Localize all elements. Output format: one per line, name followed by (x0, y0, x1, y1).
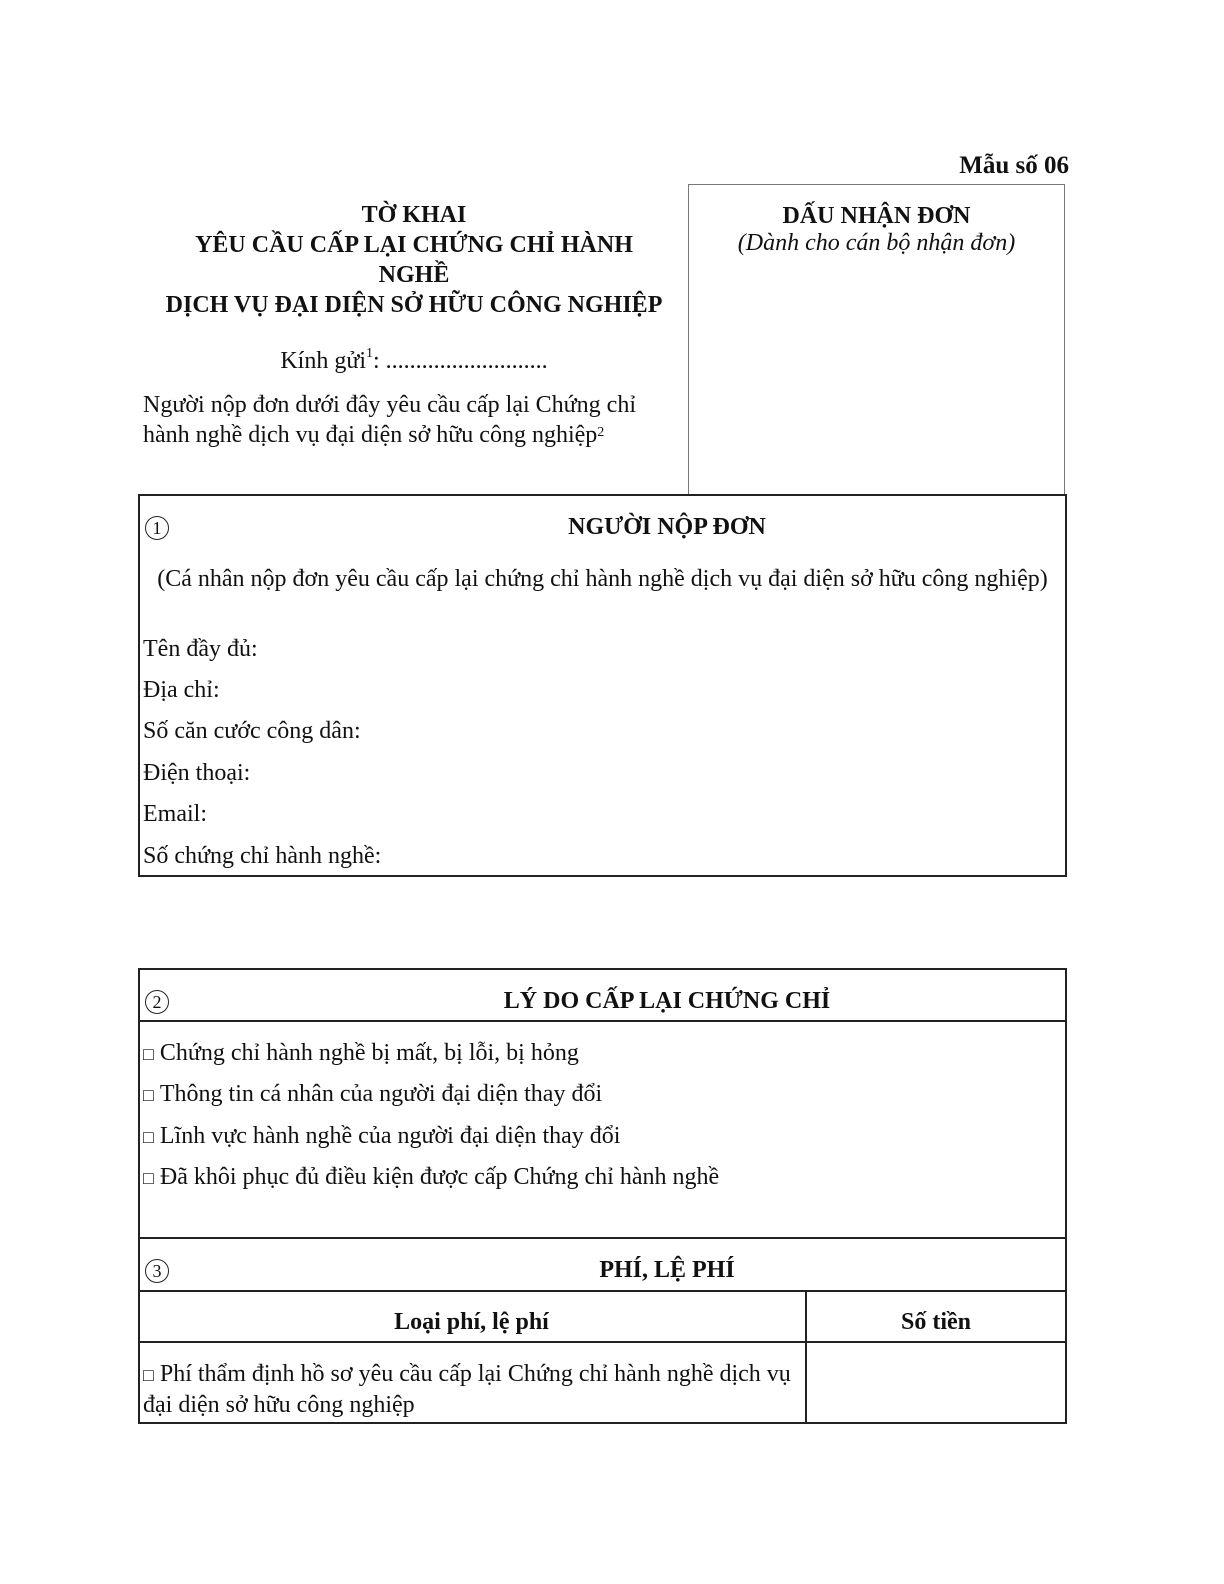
section-applicant (138, 494, 1067, 877)
field-full-name[interactable]: Tên đầy đủ: (143, 636, 258, 662)
fee-item-label: Phí thẩm định hồ sơ yêu cầu cấp lại Chứng chỉ hành nghề dịch vụ đại diện sở hữu công nghiệp (143, 1361, 791, 1418)
reason-label: Chứng chỉ hành nghề bị mất, bị lỗi, bị hỏng (159, 1040, 579, 1066)
field-citizen-id[interactable]: Số căn cước công dân: (143, 718, 361, 744)
section-1-description: (Cá nhân nộp đơn yêu cầu cấp lại chứng chỉ hành nghề dịch vụ đại diện sở hữu công nghiệp) (157, 566, 1048, 592)
fee-amount-cell[interactable] (807, 1343, 1065, 1422)
field-certificate-number[interactable]: Số chứng chỉ hành nghề: (143, 843, 382, 869)
recipient-label: Kính gửi (280, 348, 366, 374)
checkbox-icon[interactable]: □ (143, 1085, 154, 1105)
reason-label: Lĩnh vực hành nghề của người đại diện thay đổi (159, 1123, 621, 1149)
fee-item-row[interactable] (143, 1359, 793, 1420)
divider (138, 1290, 1067, 1292)
footnote-2: 2 (597, 425, 605, 440)
section-3-title: PHÍ, LỆ PHÍ (599, 1257, 735, 1283)
field-phone[interactable]: Điện thoại: (143, 760, 251, 786)
field-address[interactable]: Địa chỉ: (143, 677, 220, 703)
stamp-box (688, 184, 1065, 495)
stamp-title: DẤU NHẬN ĐƠN (782, 203, 971, 229)
reason-option-lost[interactable] (143, 1040, 579, 1067)
title-line-2: YÊU CẦU CẤP LẠI CHỨNG CHỈ HÀNH NGHỀ (195, 232, 633, 288)
checkbox-icon[interactable]: □ (143, 1365, 154, 1385)
recipient-line (138, 348, 690, 375)
title-line-3: DỊCH VỤ ĐẠI DIỆN SỞ HỮU CÔNG NGHIỆP (165, 292, 663, 318)
fee-type-header: Loại phí, lệ phí (394, 1309, 549, 1335)
field-email[interactable]: Email: (143, 801, 207, 827)
section-2-title: LÝ DO CẤP LẠI CHỨNG CHỈ (503, 988, 831, 1014)
stamp-subtitle: (Dành cho cán bộ nhận đơn) (737, 230, 1016, 256)
reason-label: Thông tin cá nhân của người đại diện thay đổi (159, 1081, 603, 1107)
fee-amount-header: Số tiền (900, 1309, 971, 1335)
intro-body: Người nộp đơn dưới đây yêu cầu cấp lại Chứng chỉ hành nghề dịch vụ đại diện sở hữu công nghiệp (143, 392, 636, 448)
checkbox-icon[interactable]: □ (143, 1127, 154, 1147)
form-number: Mẫu số 06 (959, 152, 1069, 179)
section-1-number: 1 (145, 516, 169, 540)
intro-text (143, 390, 688, 450)
reason-option-field-changed[interactable] (143, 1123, 620, 1150)
reason-option-info-changed[interactable] (143, 1081, 602, 1108)
checkbox-icon[interactable]: □ (143, 1044, 154, 1064)
recipient-dots[interactable]: : ........................... (373, 348, 548, 374)
section-1-title: NGƯỜI NỘP ĐƠN (568, 514, 766, 540)
form-title (138, 200, 690, 320)
section-3-number: 3 (145, 1259, 169, 1283)
section-2-number: 2 (145, 990, 169, 1014)
divider (138, 1237, 1067, 1239)
checkbox-icon[interactable]: □ (143, 1168, 154, 1188)
reason-option-restored[interactable] (143, 1164, 719, 1191)
footnote-1: 1 (366, 346, 373, 361)
title-line-1: TỜ KHAI (361, 202, 467, 228)
divider (138, 1020, 1067, 1022)
reason-label: Đã khôi phục đủ điều kiện được cấp Chứng chỉ hành nghề (159, 1164, 720, 1190)
